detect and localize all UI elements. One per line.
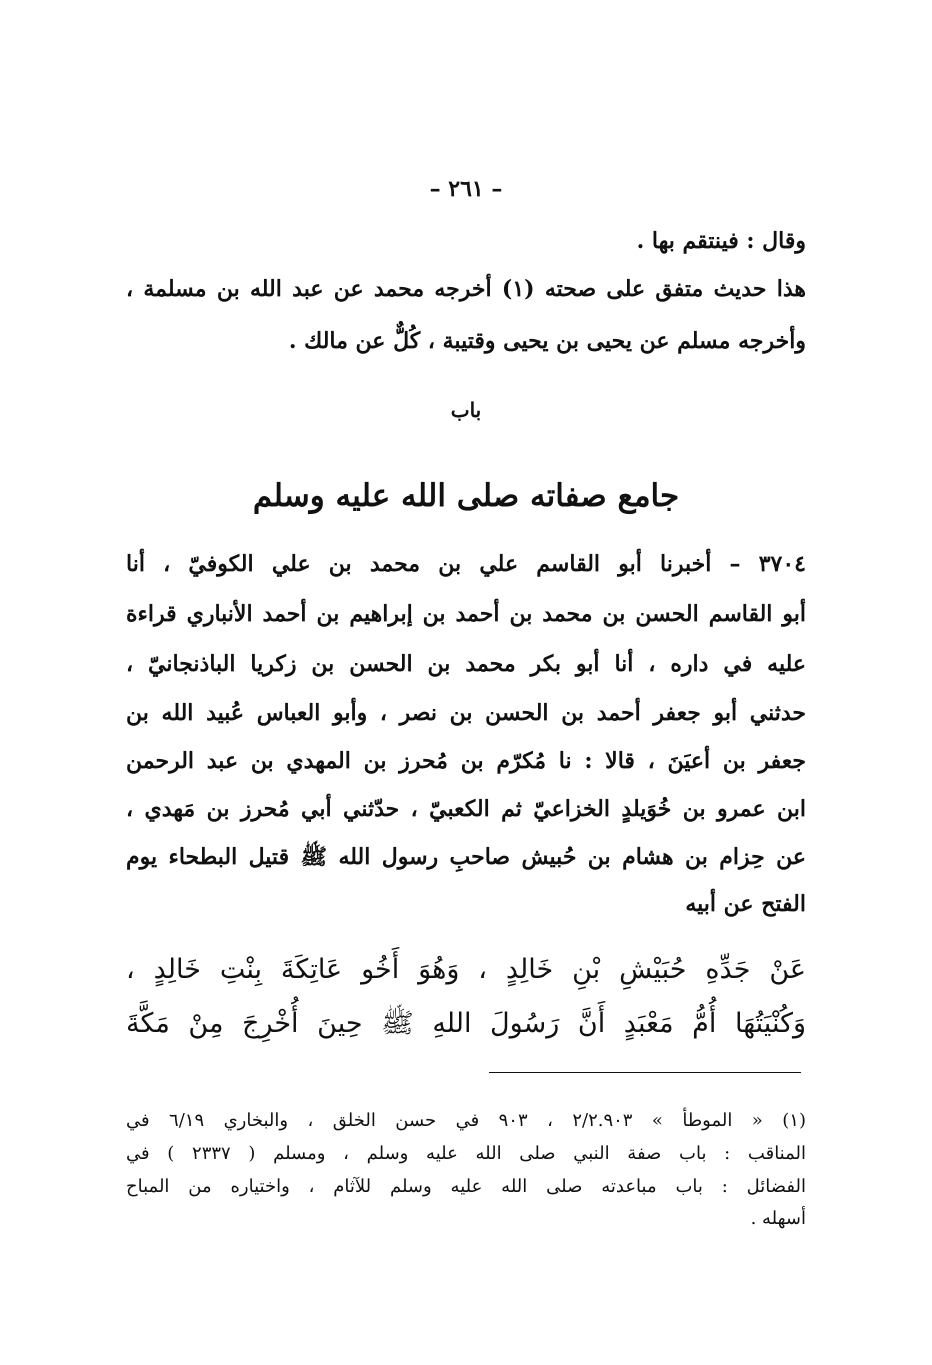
hadith-line: الفتح عن أبيه [685, 891, 806, 917]
poem-line: عَنْ جَدِّهِ حُبَيْشِ بْنِ خَالِدٍ ، وَهُوَ أَخُو عَاتِكَةَ بِنْتِ خَالِدٍ ، [126, 954, 806, 985]
footnote-line: الفضائل : باب مباعدته صلى الله عليه وسلم للآثام ، واختياره من المباح [126, 1176, 806, 1197]
hadith-line: عن حِزام بن هشام بن حُبيش صاحبِ رسول الله ﷺ قتيل البطحاء يوم [126, 844, 806, 870]
hadith-line: أبو القاسم الحسن بن محمد بن أحمد بن إبراهيم بن أحمد الأنباري قراءة [126, 601, 806, 627]
section-heading: جامع صفاته صلى الله عليه وسلم [252, 478, 680, 514]
hadith-line: ٣٧٠٤ – أخبرنا أبو القاسم علي بن محمد بن علي الكوفيّ ، أنا [126, 551, 806, 577]
footnote-divider [489, 1072, 801, 1073]
hadith-line: عليه في داره ، أنا أبو بكر محمد بن الحسن بن زكريا الباذنجانيّ ، [126, 651, 806, 677]
section-separator: باب [450, 398, 482, 422]
intro-line: وأخرجه مسلم عن يحيى بن يحيى وقتيبة ، كُلٌّ عن مالك . [288, 328, 806, 354]
footnote-line: أسهله . [750, 1208, 806, 1229]
hadith-line: ابن عمرو بن خُوَيلدٍ الخزاعيّ ثم الكعبيّ ، حدّثني أبي مُحرز بن مَهدي ، [126, 796, 806, 822]
intro-line: هذا حديث متفق على صحته (١) أخرجه محمد عن عبد الله بن مسلمة ، [126, 276, 806, 302]
footnote-line: (١) « الموطأ » ٢/٢.٩٠٣ ، ٩٠٣ في حسن الخلق ، والبخاري ٦/١٩ في [126, 1110, 806, 1131]
footnote-line: المناقب : باب صفة النبي صلى الله عليه وسلم ، ومسلم ( ٢٣٣٧ ) في [126, 1143, 807, 1164]
page-number: – ٢٦١ – [429, 176, 503, 202]
hadith-line: جعفر بن أعيَنَ ، قالا : نا مُكرّم بن مُحرز بن المهدي بن عبد الرحمن [126, 748, 806, 774]
intro-line: وقال : فينتقم بها . [636, 228, 806, 254]
poem-line: وَكُنْيَتُهَا أُمُّ مَعْبَدٍ أَنَّ رَسُولَ اللهِ ﷺ حِينَ أُخْرِجَ مِنْ مَكَّةَ [126, 1008, 806, 1039]
hadith-line: حدثني أبو جعفر أحمد بن الحسن بن نصر ، وأبو العباس عُبيد الله بن [126, 700, 806, 726]
